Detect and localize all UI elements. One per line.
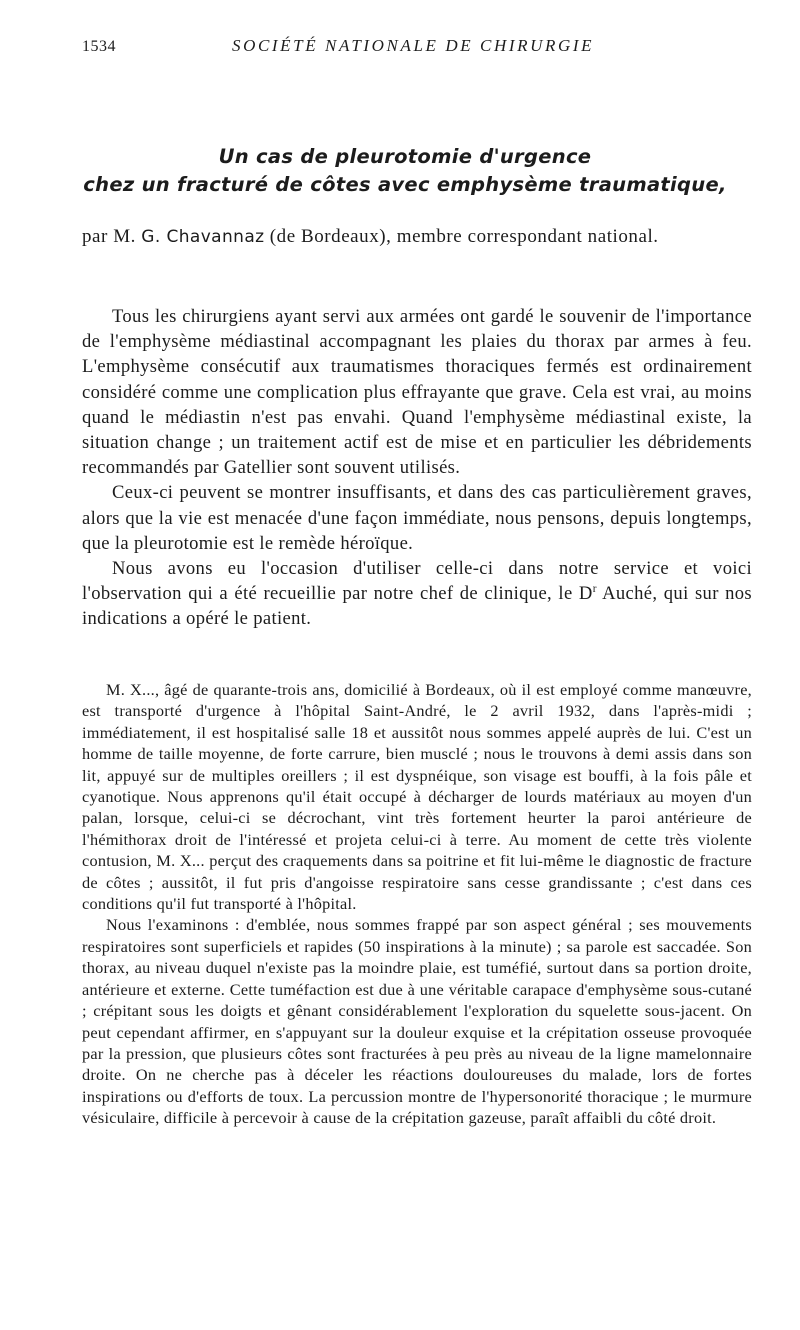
- page-number: 1534: [82, 38, 116, 55]
- author-name: G. Chavannaz: [141, 227, 265, 247]
- article-title: [60, 143, 750, 199]
- intro-paragraph-3-text-a: Nous avons eu l'occasion d'utiliser celle-ci dans notre service et voici l'observation qui a été recueillie par notre chef de clinique, le D: [82, 558, 752, 605]
- byline: [82, 226, 752, 248]
- intro-paragraph-3-text-b: Auché, qui sur nos indications a opéré le patient.: [82, 583, 752, 630]
- article-title-line-2: chez un fracturé de côtes avec emphysème traumatique,: [83, 173, 727, 196]
- article-title-line-1: Un cas de pleurotomie d'urgence: [218, 145, 592, 168]
- byline-suffix: (de Bordeaux), membre correspondant national.: [264, 226, 659, 247]
- running-head: [82, 32, 752, 60]
- observation-paragraph-2: Nous l'examinons : d'emblée, nous sommes frappé par son aspect général ; ses mouvements respiratoires sont superficiels et rapides (50 inspirations à la minute) ; sa parole est saccadée. Son thorax, au niveau duquel n'existe pas la moindre plaie, est tuméfié, surtout dans sa portion droite, antérieure et externe. Cette tuméfaction est due à une véritable carapace d'emphysème sous-cutané ; crépitant sous les doigts et gênant considérablement l'exploration du squelette sous-jacent. On peut cependant affirmer, en s'appuyant sur la douleur exquise et la crépitation osseuse provoquée par la pression, que plusieurs côtes sont fracturées à peu près au niveau de la ligne mamelonnaire droite. On ne cherche pas à déceler les réactions douloureuses du malade, lors de fortes inspirations ou d'efforts de toux. La percussion montre de l'hypersonorité thoracique ; le murmure vésiculaire, difficile à percevoir à cause de la crépitation gazeuse, paraît affaibli du côté droit.: [82, 915, 752, 1128]
- doctor-abbrev-superscript: r: [592, 583, 597, 596]
- clinical-observation: [82, 679, 752, 1129]
- intro-paragraph-1: Tous les chirurgiens ayant servi aux armées ont gardé le souvenir de l'importance de l'emphysème médiastinal accompagnant les plaies du thorax par armes à feu. L'emphysème consécutif aux traumatismes thoraciques fermés est ordinairement considéré comme une complication plus effrayante que grave. Cela est vrai, au moins quand le médiastin n'est pas envahi. Quand l'emphysème médiastinal existe, la situation change ; un traitement actif est de mise et en particulier les débridements recommandés par Gatellier sont souvent utilisés.: [82, 306, 752, 479]
- byline-prefix: par M.: [82, 226, 142, 247]
- introduction: [82, 304, 752, 632]
- intro-paragraph-3: [82, 556, 752, 632]
- intro-paragraph-2: Ceux-ci peuvent se montrer insuffisants, et dans des cas particulièrement graves, alors que la vie est menacée d'une façon immédiate, nous pensons, depuis longtemps, que la pleurotomie est le remède héroïque.: [82, 482, 752, 554]
- journal-title: SOCIÉTÉ NATIONALE DE CHIRURGIE: [232, 36, 595, 55]
- observation-paragraph-1: M. X..., âgé de quarante-trois ans, domicilié à Bordeaux, où il est employé comme manœuvre, est transporté d'urgence à l'hôpital Saint-André, le 2 avril 1932, dans l'après-midi ; immédiatement, il est hospitalisé salle 18 et aussitôt nous sommes appelé auprès de lui. C'est un homme de taille moyenne, de forte carrure, bien musclé ; nous le trouvons à demi assis dans son lit, appuyé sur de multiples oreillers ; il est dyspnéique, son visage est bouffi, à la fois pâle et cyanotique. Nous apprenons qu'il était occupé à décharger de lourds matériaux au moyen d'un palan, lorsque, celui-ci se décrochant, vint très fortement heurter la paroi antérieure de l'hémithorax droit de l'intéressé et projeta celui-ci à terre. Au moment de cette très violente contusion, M. X... perçut des craquements dans sa poitrine et fit lui-même le diagnostic de fracture de côtes ; aussitôt, il fut pris d'angoisse respiratoire sans cesse grandissante ; c'est dans ces conditions qu'il fut transporté à l'hôpital.: [82, 680, 752, 914]
